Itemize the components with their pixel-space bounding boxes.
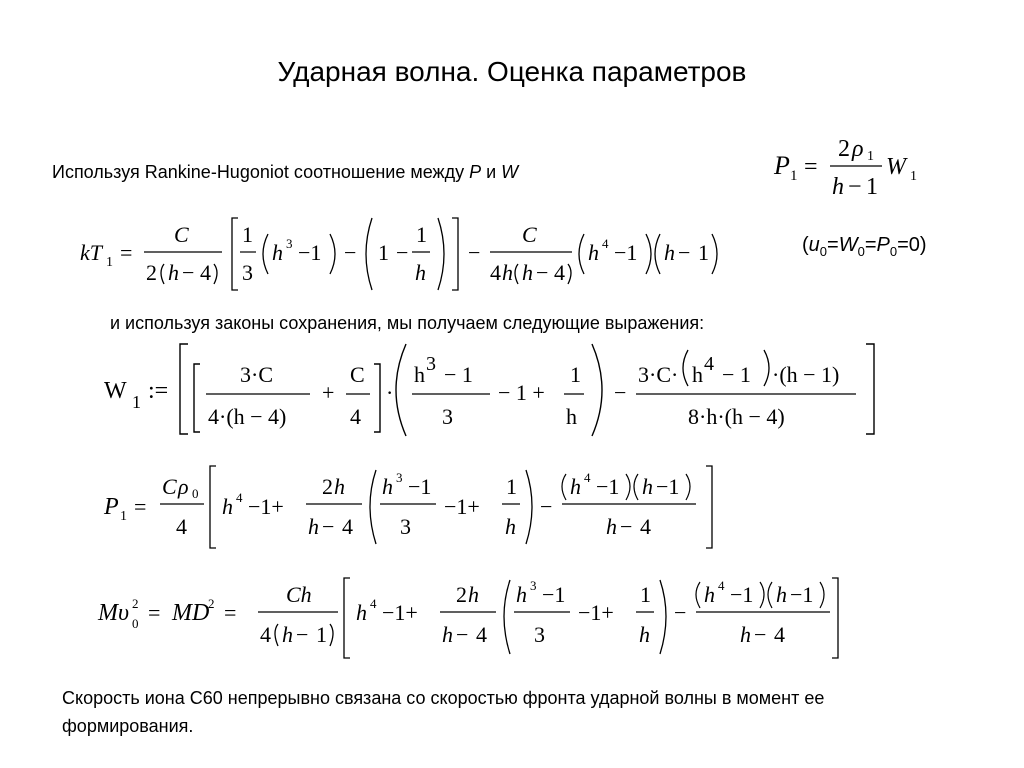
svg-text:−1: −1 bbox=[656, 474, 680, 499]
svg-text:4: 4 bbox=[554, 260, 565, 285]
svg-text:−1+: −1+ bbox=[578, 600, 614, 625]
svg-text:1: 1 bbox=[132, 392, 141, 412]
svg-text:4: 4 bbox=[342, 514, 353, 539]
intro-var-p: P bbox=[469, 162, 482, 182]
svg-text:P: P bbox=[774, 151, 790, 180]
footer-text: Скорость иона C60 непрерывно связана со скоростью фронта ударной волны в момент ее формирования. bbox=[62, 688, 825, 736]
svg-text:h: h bbox=[308, 514, 319, 539]
svg-text:8·h·(h − 4): 8·h·(h − 4) bbox=[688, 404, 785, 429]
svg-text:−1: −1 bbox=[298, 240, 322, 265]
svg-text:3: 3 bbox=[534, 622, 545, 647]
svg-text:2: 2 bbox=[132, 596, 139, 611]
svg-text:3: 3 bbox=[286, 236, 293, 251]
svg-text:2: 2 bbox=[838, 136, 850, 162]
formula-kinetic-energy bbox=[94, 574, 844, 664]
svg-text:h: h bbox=[776, 582, 787, 607]
svg-text:h: h bbox=[606, 514, 617, 539]
svg-text:C: C bbox=[174, 222, 189, 247]
svg-text:−1: −1 bbox=[614, 240, 638, 265]
svg-text:3·C·: 3·C· bbox=[638, 362, 679, 387]
paren-close: ) bbox=[919, 234, 927, 256]
svg-text:−: − bbox=[848, 174, 862, 200]
svg-text:−: − bbox=[182, 260, 195, 285]
svg-text:1: 1 bbox=[242, 222, 253, 247]
svg-text:4: 4 bbox=[602, 236, 609, 251]
svg-text:3: 3 bbox=[530, 578, 537, 593]
svg-text:h: h bbox=[692, 362, 703, 387]
svg-text:C: C bbox=[522, 222, 537, 247]
svg-text:−: − bbox=[468, 240, 481, 265]
svg-text:3·C: 3·C bbox=[240, 362, 273, 387]
svg-text:−: − bbox=[614, 380, 627, 405]
svg-text:−: − bbox=[540, 494, 553, 519]
svg-text:h: h bbox=[282, 622, 293, 647]
svg-text:h: h bbox=[415, 260, 426, 285]
svg-text:4: 4 bbox=[260, 622, 271, 647]
svg-text:C: C bbox=[162, 474, 177, 499]
svg-text:−: − bbox=[536, 260, 549, 285]
intro-middle: и bbox=[481, 162, 502, 182]
sub-zero: 0 bbox=[889, 244, 898, 259]
var-u: u bbox=[808, 234, 820, 256]
initial-conditions bbox=[802, 234, 927, 259]
var-w: W bbox=[838, 234, 858, 256]
svg-text:h: h bbox=[566, 404, 577, 429]
svg-text:M: M bbox=[98, 600, 118, 626]
formula-kt1 bbox=[76, 212, 736, 292]
svg-text:1: 1 bbox=[867, 149, 874, 164]
svg-text:−: − bbox=[620, 514, 633, 539]
svg-text:W: W bbox=[104, 378, 127, 404]
svg-text:−1: −1 bbox=[542, 582, 566, 607]
svg-text:3: 3 bbox=[442, 404, 453, 429]
svg-text:4·(h − 4): 4·(h − 4) bbox=[208, 404, 287, 429]
formula-p1-expanded bbox=[100, 462, 740, 552]
svg-text:=: = bbox=[804, 154, 818, 180]
svg-text:h: h bbox=[642, 474, 653, 499]
svg-text:−: − bbox=[296, 622, 309, 647]
svg-text:1: 1 bbox=[316, 622, 327, 647]
sub-zero: 0 bbox=[819, 244, 828, 259]
svg-text:1: 1 bbox=[910, 169, 917, 184]
svg-text:ρ: ρ bbox=[852, 136, 864, 162]
svg-text:0: 0 bbox=[132, 616, 139, 631]
svg-text:4: 4 bbox=[236, 490, 243, 505]
svg-text:h: h bbox=[502, 260, 513, 285]
svg-text:−: − bbox=[322, 514, 335, 539]
equals-sign: = bbox=[827, 234, 839, 256]
svg-text:−1: −1 bbox=[790, 582, 814, 607]
svg-text:− 1: − 1 bbox=[444, 362, 473, 387]
svg-text:2: 2 bbox=[456, 582, 467, 607]
svg-text:−1: −1 bbox=[730, 582, 754, 607]
svg-text:h: h bbox=[356, 600, 367, 625]
svg-text:2: 2 bbox=[146, 260, 157, 285]
formula-w1 bbox=[100, 340, 890, 440]
svg-text:h: h bbox=[334, 474, 345, 499]
paren-open: ( bbox=[802, 234, 809, 256]
svg-text:h: h bbox=[442, 622, 453, 647]
svg-text:h: h bbox=[832, 174, 844, 200]
svg-text:3: 3 bbox=[426, 353, 436, 375]
svg-text:−: − bbox=[396, 240, 409, 265]
svg-text:kT: kT bbox=[80, 240, 102, 265]
svg-text:Ch: Ch bbox=[286, 582, 312, 607]
formula-p1-rankine bbox=[770, 128, 940, 208]
svg-text:−: − bbox=[754, 622, 767, 647]
svg-text:−: − bbox=[674, 600, 687, 625]
var-p: P bbox=[876, 234, 890, 256]
svg-text:1: 1 bbox=[120, 509, 127, 524]
svg-text:4: 4 bbox=[584, 470, 591, 485]
svg-text:−: − bbox=[344, 240, 357, 265]
svg-text:1: 1 bbox=[570, 362, 581, 387]
svg-text:3: 3 bbox=[400, 514, 411, 539]
svg-text:=: = bbox=[134, 494, 147, 519]
svg-text:−1: −1 bbox=[596, 474, 620, 499]
svg-text:− 1 +: − 1 + bbox=[498, 380, 545, 405]
svg-text:h: h bbox=[505, 514, 516, 539]
svg-text:4: 4 bbox=[640, 514, 651, 539]
svg-text:3: 3 bbox=[396, 470, 403, 485]
svg-text:ρ: ρ bbox=[178, 474, 189, 499]
svg-text:h: h bbox=[740, 622, 751, 647]
svg-text:− 1: − 1 bbox=[722, 362, 751, 387]
svg-text:−1: −1 bbox=[408, 474, 432, 499]
svg-text:4: 4 bbox=[774, 622, 785, 647]
svg-text:−: − bbox=[456, 622, 469, 647]
svg-text:·(h − 1): ·(h − 1) bbox=[772, 362, 840, 387]
equals-sign: = bbox=[864, 234, 877, 256]
svg-text:1: 1 bbox=[790, 168, 798, 184]
slide-title: Ударная волна. Оценка параметров bbox=[277, 56, 747, 87]
svg-text:−1+: −1+ bbox=[444, 494, 480, 519]
svg-text:3: 3 bbox=[242, 260, 253, 285]
svg-text:2: 2 bbox=[208, 596, 215, 611]
svg-text:h: h bbox=[704, 582, 715, 607]
svg-text:h: h bbox=[664, 240, 675, 265]
svg-text:4: 4 bbox=[350, 404, 361, 429]
svg-text:h: h bbox=[168, 260, 179, 285]
intro-text bbox=[52, 162, 518, 183]
svg-text:0: 0 bbox=[192, 486, 199, 501]
svg-text:−1+: −1+ bbox=[248, 494, 284, 519]
svg-text:h: h bbox=[639, 622, 650, 647]
svg-text:h: h bbox=[468, 582, 479, 607]
svg-text:h: h bbox=[522, 260, 533, 285]
svg-text:4: 4 bbox=[718, 578, 725, 593]
svg-text:C: C bbox=[350, 362, 365, 387]
svg-text:=: = bbox=[148, 600, 161, 625]
svg-text:MD: MD bbox=[172, 600, 210, 626]
svg-text:W: W bbox=[886, 154, 906, 180]
svg-text:h: h bbox=[222, 494, 233, 519]
svg-text:+: + bbox=[322, 380, 335, 405]
svg-text:2: 2 bbox=[322, 474, 333, 499]
equals-sign: = bbox=[897, 234, 909, 256]
svg-text:4: 4 bbox=[476, 622, 487, 647]
svg-text:4: 4 bbox=[200, 260, 211, 285]
svg-text:·: · bbox=[386, 380, 394, 405]
svg-text:=: = bbox=[224, 600, 237, 625]
svg-text:1: 1 bbox=[698, 240, 709, 265]
svg-text:4: 4 bbox=[370, 596, 377, 611]
zero-value: 0 bbox=[908, 234, 920, 256]
svg-text:υ: υ bbox=[118, 600, 130, 626]
svg-text:4: 4 bbox=[176, 514, 187, 539]
svg-text:h: h bbox=[588, 240, 599, 265]
svg-text:4: 4 bbox=[490, 260, 501, 285]
svg-text:h: h bbox=[570, 474, 581, 499]
svg-text:1: 1 bbox=[416, 222, 427, 247]
svg-text:h: h bbox=[272, 240, 283, 265]
sub-zero: 0 bbox=[857, 244, 865, 259]
svg-text:h: h bbox=[414, 362, 425, 387]
intro-var-w: W bbox=[501, 162, 519, 182]
svg-text:h: h bbox=[382, 474, 393, 499]
svg-text:−1+: −1+ bbox=[382, 600, 418, 625]
svg-text:−: − bbox=[678, 240, 691, 265]
svg-text:1: 1 bbox=[506, 474, 517, 499]
svg-text:1: 1 bbox=[640, 582, 651, 607]
conservation-text: и используя законы сохранения, мы получаем следующие выражения: bbox=[110, 313, 705, 333]
svg-text:4: 4 bbox=[704, 353, 714, 375]
svg-text:1: 1 bbox=[106, 255, 113, 270]
svg-text:1: 1 bbox=[866, 174, 878, 200]
svg-text:P: P bbox=[104, 494, 119, 520]
svg-text:1: 1 bbox=[378, 240, 389, 265]
svg-text::=: := bbox=[148, 378, 169, 404]
svg-text:=: = bbox=[120, 240, 133, 265]
intro-prefix: Используя Rankine-Hugoniot соотношение между bbox=[52, 162, 470, 182]
svg-text:h: h bbox=[516, 582, 527, 607]
